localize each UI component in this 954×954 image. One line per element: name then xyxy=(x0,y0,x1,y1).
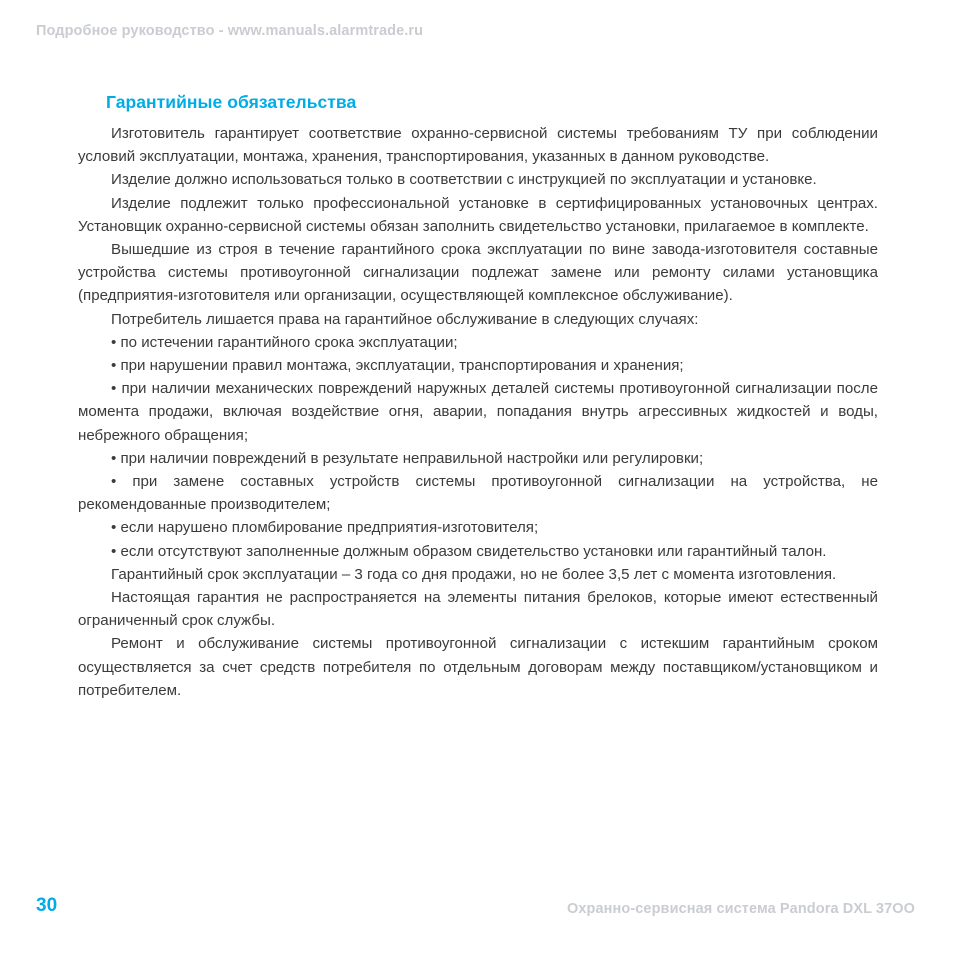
paragraph: Изделие подлежит только профессиональной установке в сертифицированных установочных центрах. Установщик охранно-сервисной системы обязан заполнить свидетельство установки, прилагаемое в комплекте. xyxy=(78,194,878,235)
paragraph: Вышедшие из строя в течение гарантийного срока эксплуатации по вине завода-изготовителя составные устройства системы противоугонной сигнализации подлежат замене или ремонту силами установщика (предприятия-изготовителя или организации, осуществляющей комплексное обслуживание). xyxy=(78,241,878,305)
list-item: • при нарушении правил монтажа, эксплуатации, транспортирования и хранения; xyxy=(111,357,684,375)
paragraph: Ремонт и обслуживание системы противоугонной сигнализации с истекшим гарантийным сроком осуществляется за счет средств потребителя по отдельным договорам между поставщиком/установщиком и потребителем. xyxy=(78,635,878,699)
list-item: • если отсутствуют заполненные должным образом свидетельство установки или гарантийный талон. xyxy=(111,542,827,560)
body-text-column xyxy=(78,122,878,702)
page-number: 30 xyxy=(36,895,58,916)
list-item: • по истечении гарантийного срока эксплуатации; xyxy=(111,333,458,351)
paragraph: Потребитель лишается права на гарантийное обслуживание в следующих случаях: xyxy=(111,310,699,328)
list-item: • при замене составных устройств системы противоугонной сигнализации на устройства, не рекомендованные производителем; xyxy=(78,473,878,514)
paragraph: Гарантийный срок эксплуатации – 3 года со дня продажи, но не более 3,5 лет с момента изготовления. xyxy=(111,565,837,583)
paragraph: Изделие должно использоваться только в соответствии с инструкцией по эксплуатации и установке. xyxy=(111,171,817,189)
footer-product-name: Охранно-сервисная система Pandora DXL 37OO xyxy=(567,901,915,917)
list-item: • при наличии повреждений в результате неправильной настройки или регулировки; xyxy=(111,449,704,467)
paragraph: Изготовитель гарантирует соответствие охранно-сервисной системы требованиям ТУ при соблюдении условий эксплуатации, монтажа, хранения, транспортирования, указанных в данном руководстве. xyxy=(78,125,878,166)
list-item: • при наличии механических повреждений наружных деталей системы противоугонной сигнализации после момента продажи, включая воздействие огня, аварии, попадания внутрь агрессивных жидкостей и воды, небрежного обращения; xyxy=(78,380,878,444)
list-item: • если нарушено пломбирование предприятия-изготовителя; xyxy=(111,519,539,537)
running-header: Подробное руководство - www.manuals.alarmtrade.ru xyxy=(36,23,424,39)
paragraph: Настоящая гарантия не распространяется на элементы питания брелоков, которые имеют естественный ограниченный срок службы. xyxy=(78,589,878,630)
page-title: Гарантийные обязательства xyxy=(106,91,357,112)
